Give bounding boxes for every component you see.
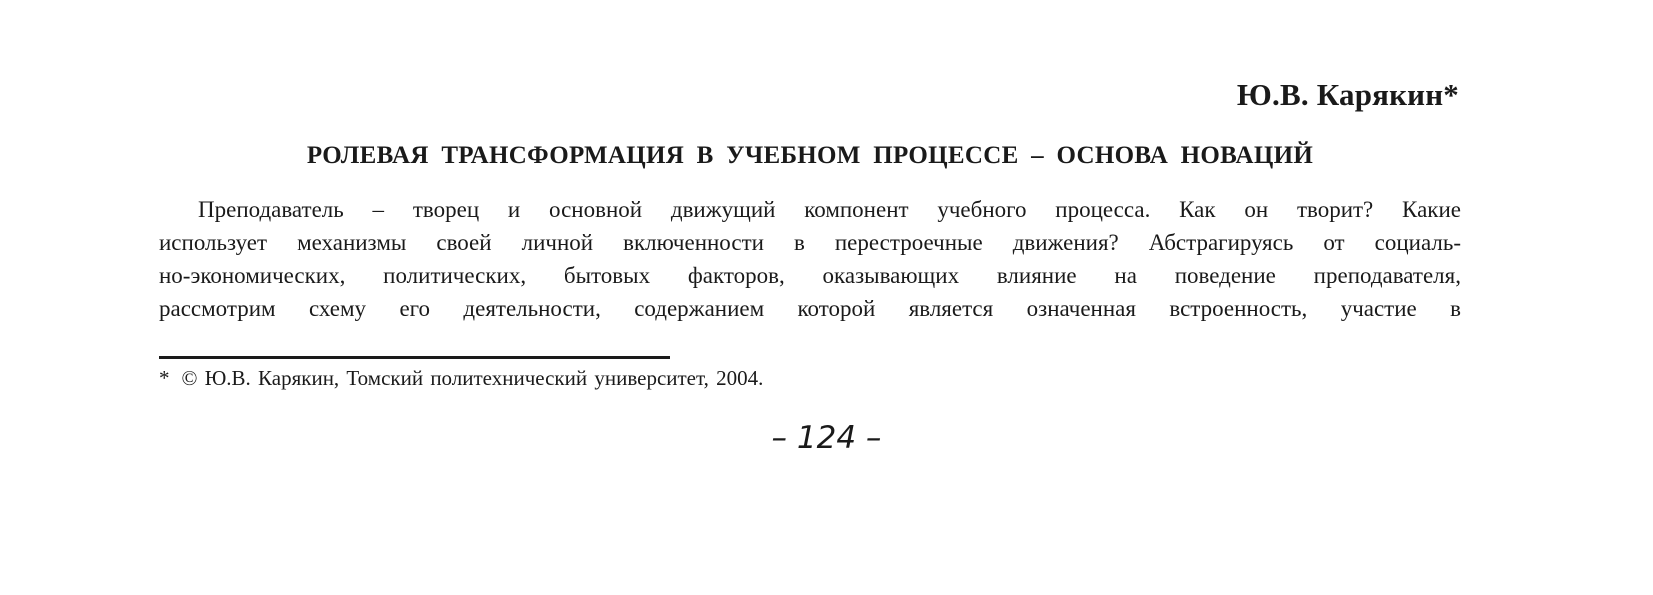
page-number: – 124 – — [771, 420, 882, 456]
body-paragraph — [159, 193, 1461, 325]
footnote-divider — [159, 356, 670, 359]
article-title: РОЛЕВАЯ ТРАНСФОРМАЦИЯ В УЧЕБНОМ ПРОЦЕССЕ – ОСНОВА НОВАЦИЙ — [306, 142, 1314, 169]
body-line: использует механизмы своей личной включенности в перестроечные движения? Абстрагируясь от социаль- — [159, 230, 1461, 255]
footnote-text: © Ю.В. Карякин, Томский политехнический университет, 2004. — [181, 366, 764, 390]
body-line: рассмотрим схему его деятельности, содержанием которой является означенная встроенность, участие в — [159, 296, 1461, 321]
body-line: Преподаватель – творец и основной движущий компонент учебного процесса. Как он творит? Какие — [198, 197, 1461, 222]
author-name: Ю.В. Карякин* — [1236, 77, 1459, 112]
footnote — [159, 366, 763, 391]
footnote-mark: * — [159, 366, 170, 390]
body-line: но-экономических, политических, бытовых факторов, оказывающих влияние на поведение преподавателя, — [159, 263, 1461, 288]
